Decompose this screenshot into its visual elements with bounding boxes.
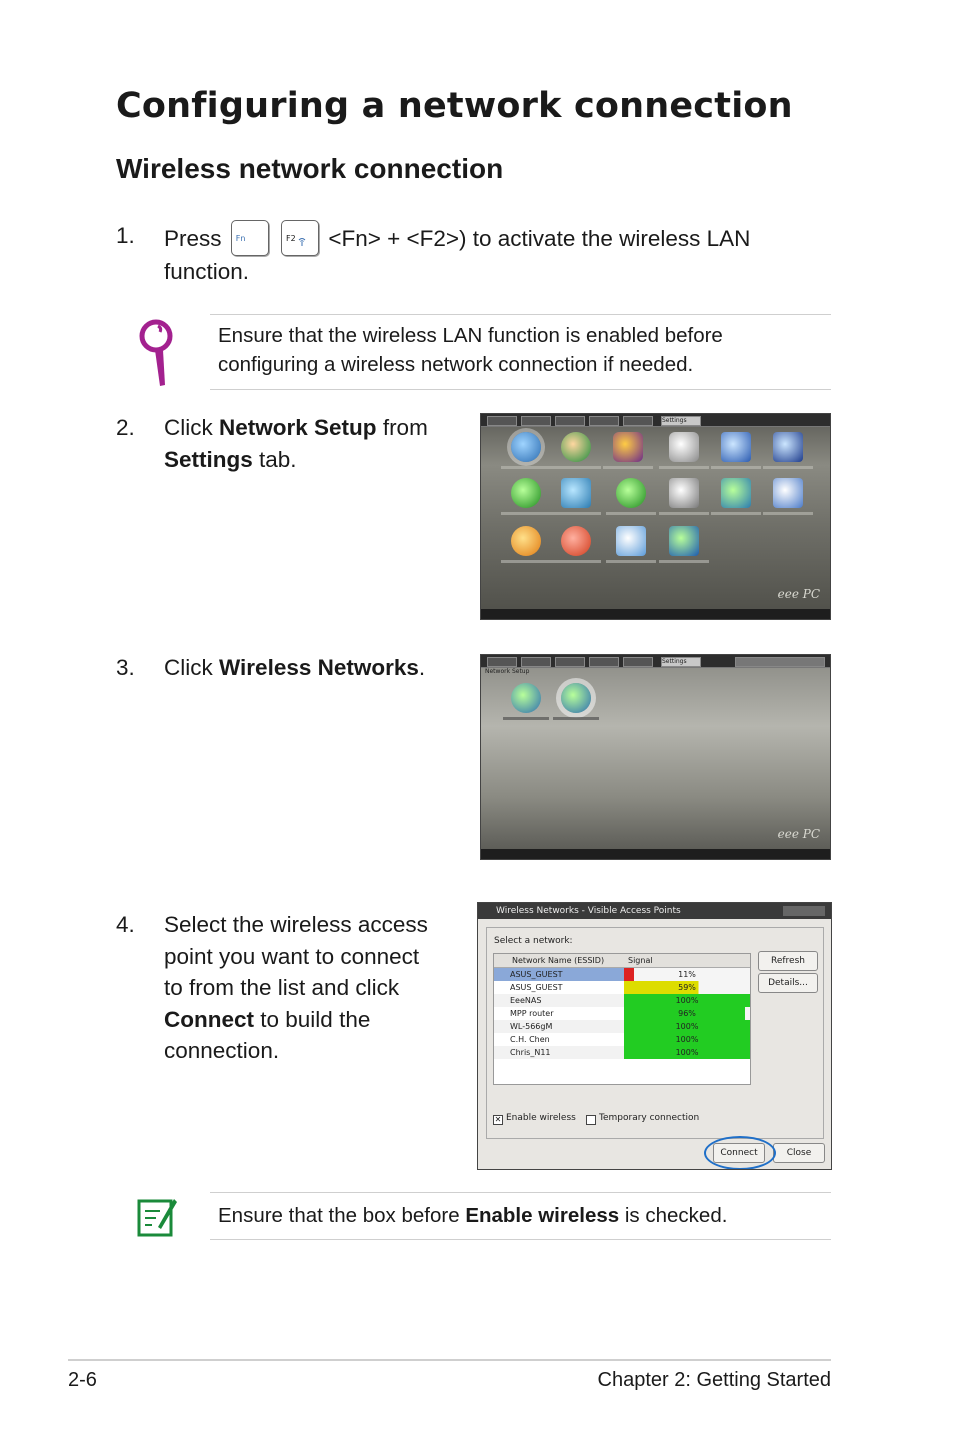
note-2-pre: Ensure that the box before [218,1204,460,1227]
step-1-press: Press [164,226,222,251]
details-button[interactable]: Details... [758,973,818,993]
step-2-post: tab. [259,446,297,472]
network-setup-heading: Network Setup [485,668,530,675]
network-row[interactable] [494,1046,750,1059]
network-name: C.H. Chen [510,1035,550,1044]
network-setup-screenshot [480,654,831,860]
power-icon[interactable] [511,526,541,556]
touchpad-icon[interactable] [721,478,751,508]
step-4-line-4: to build the [260,1006,371,1032]
signal-value: 96% [624,1007,750,1020]
list-header [494,954,750,968]
note-2-text [218,1201,831,1230]
step-1-number: 1. [116,223,135,248]
network-row[interactable] [494,1033,750,1046]
step-4-line-3: to from the list and click [164,975,400,1000]
col-name-header: Network Name (ESSID) [512,956,605,965]
taskbar-bottom-2 [481,849,830,859]
sounds-icon[interactable] [616,526,646,556]
step-4-line-2: point you want to connect [164,943,420,969]
wireless-dialog-screenshot [477,902,832,1170]
section-title: Wireless network connection [116,153,504,184]
taskbar-top-2 [481,655,830,668]
step-2-number: 2. [116,415,135,440]
wireless-networks-label: Wireless Networks [219,655,419,680]
taskbar-top [481,414,830,427]
step-3-pre: Click [164,655,213,680]
window-controls[interactable] [783,906,825,916]
utility-icon[interactable] [669,432,699,462]
tab-settings-2[interactable]: Settings [661,657,701,667]
note-enable-wireless [210,1192,831,1240]
page-number: 2-6 [68,1369,97,1391]
network-name: ASUS_GUEST [510,970,563,979]
note-wireless-enabled [210,314,831,390]
note-1-line-2: configuring a wireless network connection if needed. [218,353,694,376]
select-network-label: Select a network: [494,936,573,946]
page-footer [68,1359,831,1391]
network-row[interactable] [494,968,750,981]
temporary-connection-checkbox[interactable] [586,1115,596,1125]
enable-wireless-label: Enable wireless [506,1113,576,1123]
note-pencil-icon [136,1193,178,1239]
step-4-line-5: connection. [164,1038,280,1063]
step-4-number: 4. [116,912,135,937]
locale-icon[interactable] [561,432,591,462]
network-list[interactable] [493,953,751,1085]
restore-icon[interactable] [561,526,591,556]
step-1-after: <Fn> + <F2>) to activate the wireless LAN [328,226,751,251]
accounts-icon[interactable] [669,526,699,556]
chapter-label: Chapter 2: Getting Started [597,1369,831,1391]
step-1-line2: function. [164,259,250,284]
connect-button[interactable]: Connect [713,1143,765,1163]
settings-screenshot [480,413,831,620]
signal-value: 100% [624,1046,750,1059]
step-1-text [164,220,784,288]
network-setup-icon[interactable] [511,432,541,462]
taskbar-bottom [481,609,830,619]
tab-settings[interactable]: Settings [661,416,701,426]
eeepc-logo: eee PC [777,587,820,601]
network-name: Chris_N11 [510,1048,551,1057]
step-2-pre: Click [164,415,213,440]
step-4-text [164,909,454,1067]
settings-label: Settings [164,446,253,472]
bluetooth-icon[interactable] [773,432,803,462]
network-name: WL-566gM [510,1022,553,1031]
step-2-mid: from [382,415,428,440]
fn-key-icon: Fn [231,220,269,256]
step-4-line-1: Select the wireless access [164,912,428,937]
wireless-networks-icon[interactable] [561,683,591,713]
enable-wireless-checkbox[interactable]: ✕ [494,1115,502,1124]
signal-value: 100% [624,1020,750,1033]
step-2-text [164,412,454,475]
refresh-button[interactable]: Refresh [758,951,818,971]
date-time-icon[interactable] [561,478,591,508]
connect-highlight-circle [704,1136,776,1170]
magnifier-note-icon [138,318,178,392]
signal-value: 11% [624,968,750,981]
network-row[interactable] [494,1007,750,1020]
note-2-post: is checked. [624,1204,728,1227]
step-3-post: . [418,655,426,680]
step-3-number: 3. [116,655,135,680]
audio-icon[interactable] [613,432,643,462]
dialog-title: Wireless Networks - Visible Access Points [478,903,831,919]
desktop-icon[interactable] [511,478,541,508]
printer-icon[interactable] [669,478,699,508]
signal-value: 100% [624,1033,750,1046]
connect-label: Connect [164,1006,254,1032]
network-settings-icon[interactable] [511,683,541,713]
enable-wireless-bold: Enable wireless [465,1204,620,1227]
network-name: EeeNAS [510,996,542,1005]
network-setup-label: Network Setup [219,415,377,440]
network-name: ASUS_GUEST [510,983,563,992]
signal-value: 59% [624,981,750,994]
network-name: MPP router [510,1009,554,1018]
system-info-icon[interactable] [773,478,803,508]
page-title: Configuring a network connection [116,86,793,126]
personalization-icon[interactable] [616,478,646,508]
note-1-line-1: Ensure that the wireless LAN function is enabled before [218,324,723,347]
step-3-text [164,652,454,684]
close-button[interactable]: Close [773,1143,825,1163]
eeepc-logo-2: eee PC [777,827,820,841]
temporary-connection-label: Temporary connection [599,1113,700,1123]
signal-value: 100% [624,994,750,1007]
network-row[interactable] [494,994,750,1007]
network-row[interactable] [494,1020,750,1033]
network-row[interactable] [494,981,750,994]
col-signal-header: Signal [628,956,653,965]
display-icon[interactable] [721,432,751,462]
f2-key-icon: F2 [281,220,319,256]
